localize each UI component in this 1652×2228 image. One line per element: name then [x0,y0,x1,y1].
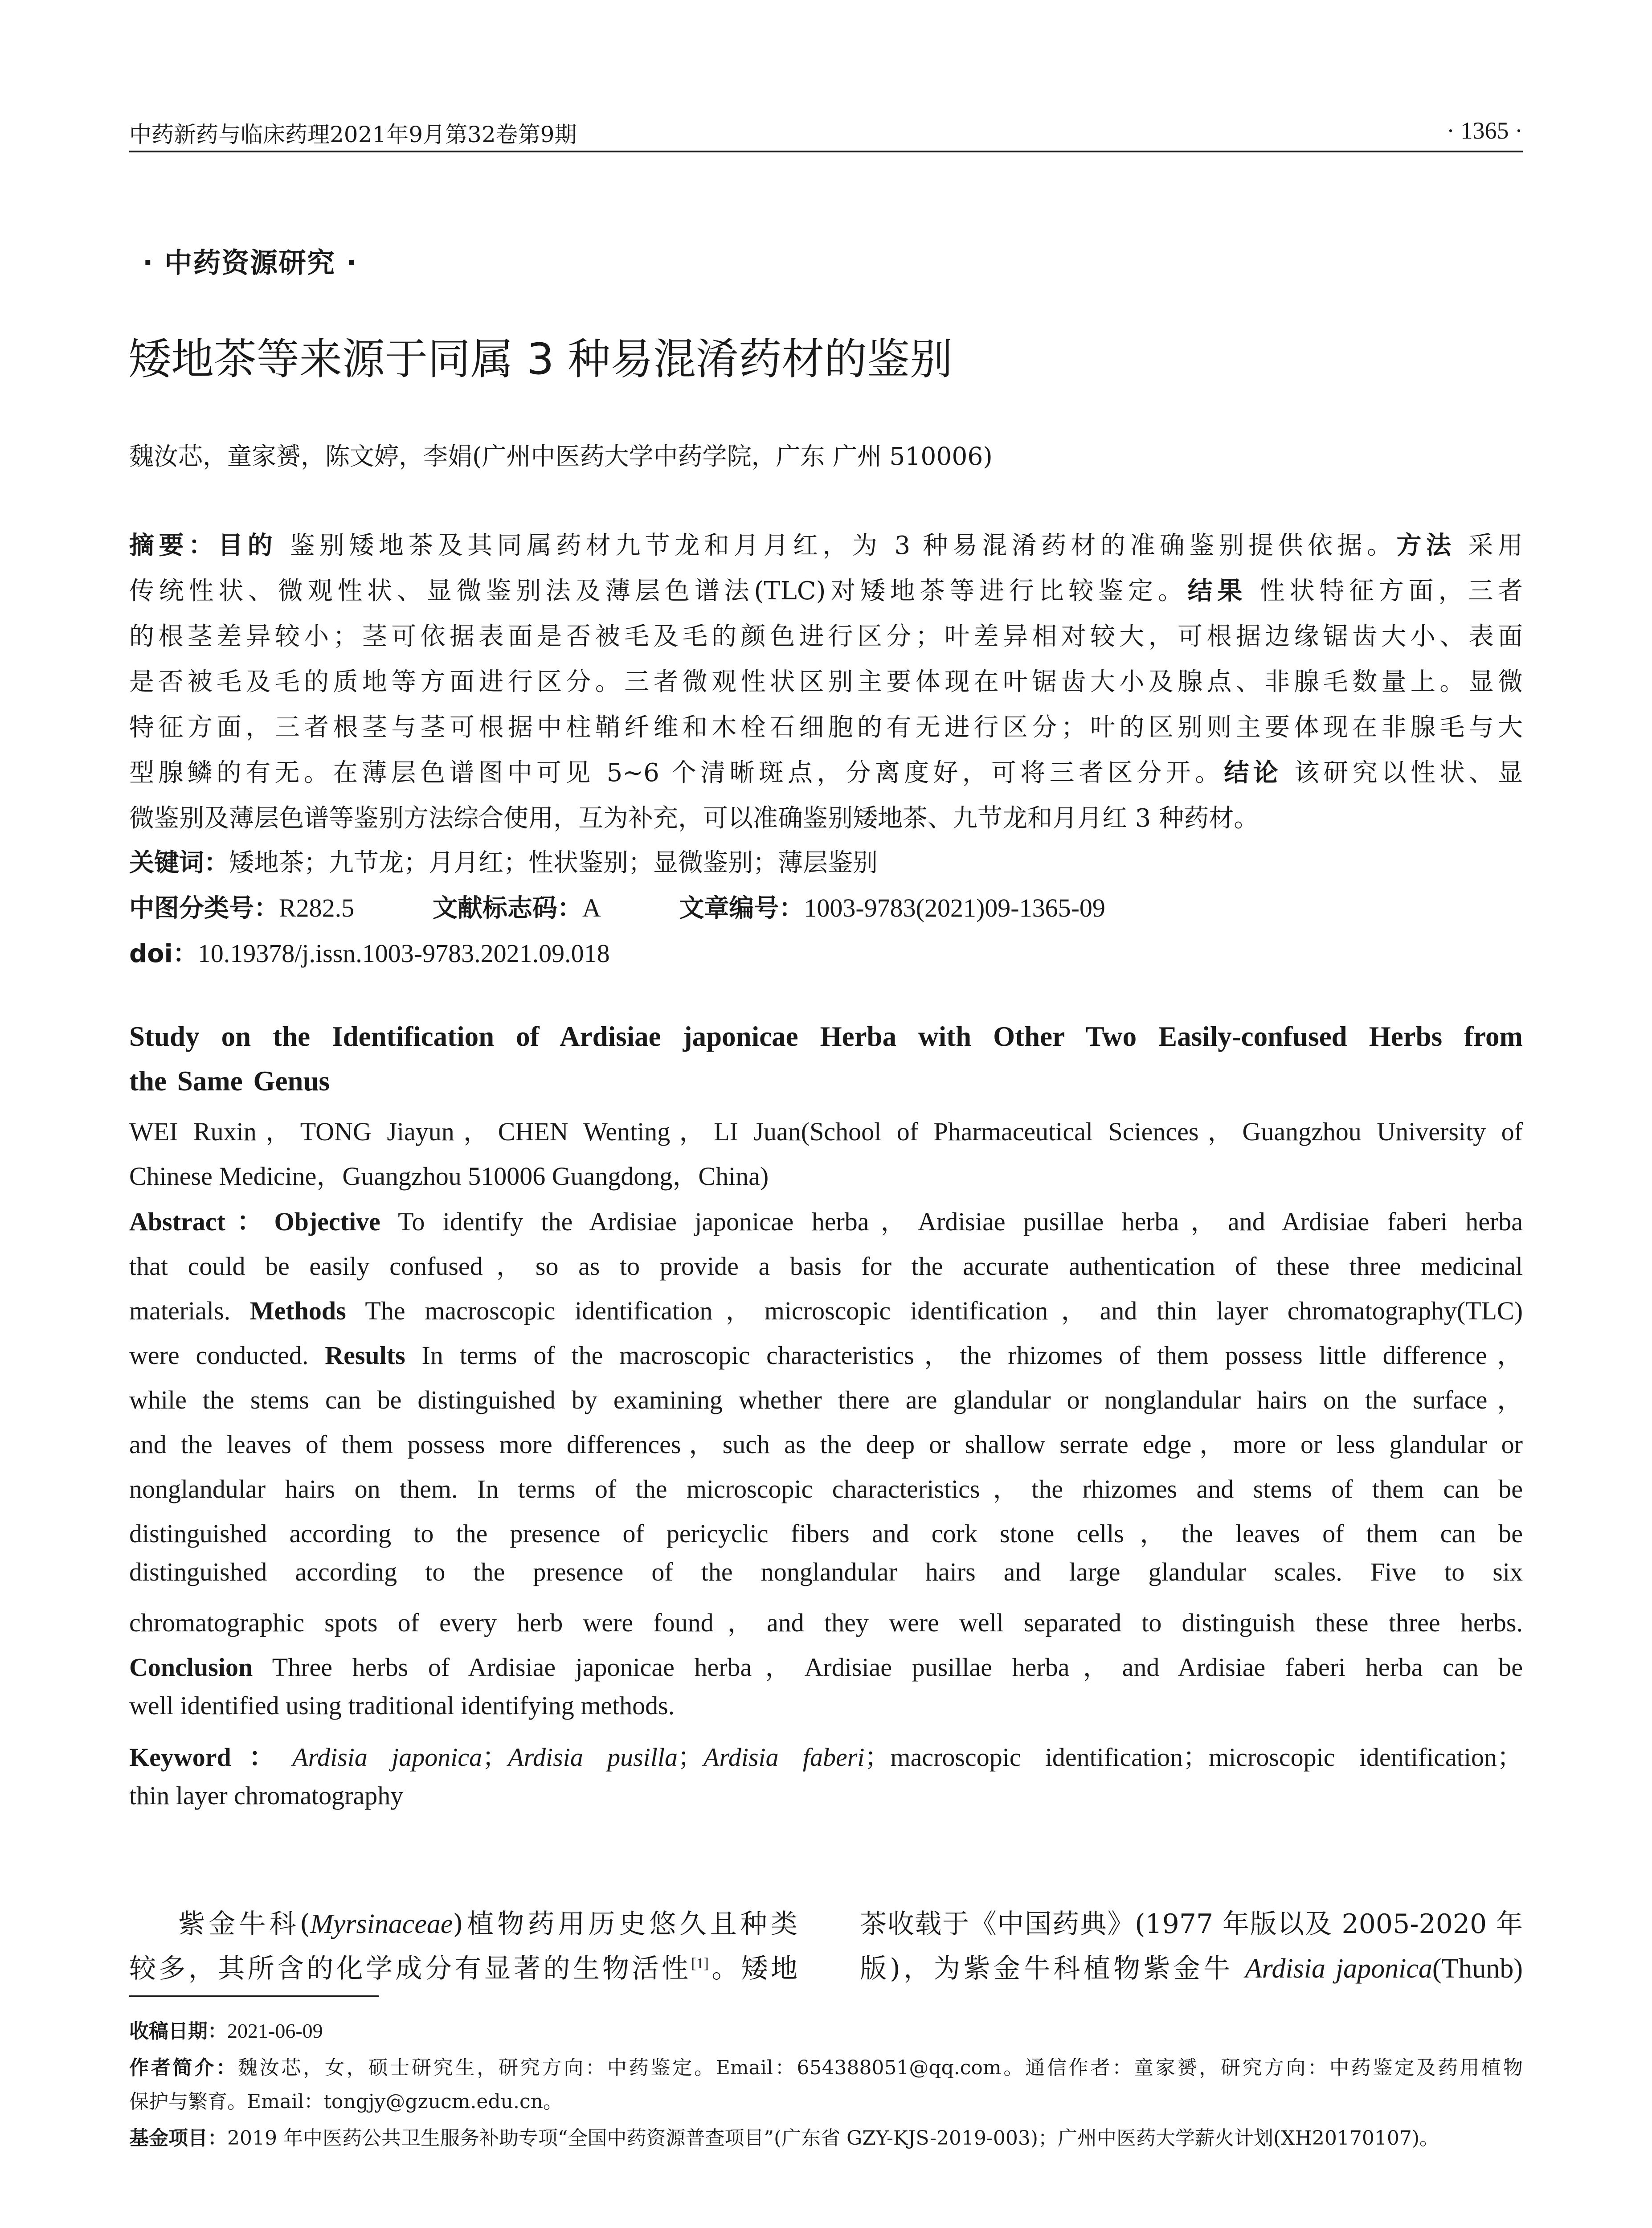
keywords-en-line-2: thin layer chromatography [129,1781,404,1810]
body-right-text-b: 版)，为紫金牛科植物紫金牛 [860,1953,1245,1984]
methods-cn-label: 方法 [1396,531,1456,560]
methods-cn-text-a: 采用 [1468,531,1523,560]
author-info-text: 魏汝芯，女，硕士研究生，研究方向：中药鉴定。Email：654388051@qq.com。通信作者：童家赟，研究方向：中药鉴定及药用植物 [237,2056,1523,2079]
fund-label: 基金项目： [129,2127,227,2150]
body-right-text-c: (Thunb) [1432,1954,1523,1984]
methods-en-label: Methods [249,1296,346,1325]
conclusion-en-label: Conclusion [129,1653,253,1682]
page-number: · 1365 · [1447,117,1523,144]
body-left-text-a: 紫金牛科( [178,1909,311,1940]
conclusion-en-text: Three herbs of Ardisiae japonicae herba，Ardisiae pusillae herba，and Ardisiae faberi herba can be [272,1653,1523,1682]
abstract-en-line-8: distinguished according to the presence of pericyclic fibers and cork stone cells，the leaves of them can be [129,1519,1523,1548]
received-label: 收稿日期： [129,2020,227,2043]
keywords-cn-text: 矮地茶；九节龙；月月红；性状鉴别；显微鉴别；薄层鉴别 [229,848,878,877]
doi-label: doi： [129,939,198,968]
abstract-en-line-4-a: were conducted. [129,1341,309,1370]
abstract-cn-line-6 [129,753,1523,789]
doi-row [129,934,1523,970]
abstract-cn-line-4: 是否被毛及毛的质地等方面进行区分。三者微观性状区别主要体现在叶锯齿大小及腺点、非腺毛数量上。显微 [129,668,1523,696]
abstract-en-line-9: distinguished according to the presence of the nonglandular hairs and large glandular scales. Five to six [129,1557,1523,1586]
clc-label: 中图分类号： [129,894,279,923]
abstract-en-line-3-a: materials. [129,1296,231,1325]
objective-cn-label: 目的 [218,531,278,560]
clc-value: R282.5 [279,893,355,922]
doc-code-label: 文献标志码： [432,894,582,923]
title-en-line-2: the Same Genus [129,1065,330,1097]
methods-cn-text-b: 传统性状、微观性状、显微鉴别法及薄层色谱法(TLC)对矮地茶等进行比较鉴定。 [129,577,1188,606]
abstract-en-line-6: and the leaves of them possess more differences，such as the deep or shallow serrate edge，more or less glandular or [129,1430,1523,1459]
body-right-text-a: 茶收载于《中国药典》(1977 年版以及 2005-2020 年 [860,1909,1523,1940]
citation-ref: [1] [691,1955,709,1972]
keywords-en-line-1 [129,1736,1523,1773]
body-left-line-2 [129,1947,797,1986]
objective-en-text: To identify the Ardisiae japonicae herba，Ardisiae pusillae herba，and Ardisiae faberi herba [398,1207,1523,1236]
objective-cn-text: 鉴别矮地茶及其同属药材九节龙和月月红，为 3 种易混淆药材的准确鉴别提供依据。 [290,531,1397,560]
authors-en-line-1: WEI Ruxin，TONG Jiayun，CHEN Wenting，LI Juan(School of Pharmaceutical Sciences，Guangzhou University of [129,1117,1523,1146]
body-left-line-1 [178,1903,797,1941]
body-left-text-d: 。矮地 [708,1953,798,1984]
abstract-en-line-12: well identified using traditional identifying methods. [129,1691,675,1720]
abstract-en-line-2: that could be easily confused，so as to provide a basis for the accurate authentication of these three medicinal [129,1252,1523,1281]
author-info-label: 作者简介： [129,2056,238,2079]
body-left-text-b: )植物药用历史悠久且种类 [453,1909,797,1940]
keywords-cn [129,843,1523,879]
footnote-received [129,2015,1523,2044]
header-rule [129,151,1523,152]
article-number-label: 文章编号： [679,894,804,923]
doc-code-value: A [582,893,601,922]
authors-en-line-2: Chinese Medicine，Guangzhou 510006 Guangdong，China) [129,1162,769,1191]
abstract-en-line-1 [129,1200,1523,1238]
keyword-ardisia-japonica: Ardisia japonica [292,1743,483,1772]
keyword-sep-2: ； [678,1743,704,1772]
abstract-en-line-3-b: The macroscopic identification，microscopic identification，and thin layer chromatography(TLC) [365,1296,1523,1325]
objective-en-label: Objective [274,1207,380,1236]
title-en-line-1: Study on the Identification of Ardisiae japonicae Herba with Other Two Easily-confused Herbs from [129,1021,1523,1052]
keywords-en-label: Keyword： [129,1743,293,1772]
abstract-en-label: Abstract： [129,1207,274,1236]
abstract-cn-line-2 [129,571,1523,607]
conclusion-cn-text-a: 该研究以性状、显 [1294,758,1523,787]
footnote-rule [129,1995,379,1997]
classification-row [129,889,1523,924]
abstract-en-line-11 [129,1646,1523,1683]
received-date: 2021-06-09 [227,2019,323,2042]
authors-cn: 魏汝芯，童家赟，陈文婷，李娟(广州中医药大学中药学院，广东 广州 510006) [129,442,993,471]
abstract-cn-line-7: 微鉴别及薄层色谱等鉴别方法综合使用，互为补充，可以准确鉴别矮地茶、九节龙和月月红 3 种药材。 [129,804,1259,833]
abstract-en-line-7: nonglandular hairs on them. In terms of the microscopic characteristics，the rhizomes and stems of them can be [129,1474,1523,1503]
keyword-ardisia-pusilla: Ardisia pusilla [508,1743,678,1772]
page-title: 矮地茶等来源于同属 3 种易混淆药材的鉴别 [128,334,953,384]
body-right-species-name: Ardisia japonica [1245,1954,1432,1984]
footnote-author-line-2: 保护与繁育。Email：tongjy@gzucm.edu.cn。 [129,2090,563,2113]
abstract-cn-label: 摘要： [129,531,218,560]
abstract-en-line-5: while the stems can be distinguished by examining whether there are glandular or nonglandular hairs on the surface， [129,1385,1523,1414]
keywords-en-rest: ；macroscopic identification；microscopic identification； [864,1743,1523,1772]
results-cn-text-a: 性状特征方面，三者 [1259,577,1523,606]
fund-text: 2019 年中医药公共卫生服务补助专项“全国中药资源普查项目”(广东省 GZY-KJS-2019-003)；广州中医药大学薪火计划(XH20170107)。 [227,2127,1439,2150]
footnote-fund [129,2122,1523,2150]
footnote-author-line-1 [129,2052,1523,2080]
keywords-cn-label: 关键词： [129,848,229,877]
results-cn-label: 结果 [1187,577,1247,606]
results-cn-text-end: 型腺鳞的有无。在薄层色谱图中可见 5~6 个清晰斑点，分离度好，可将三者区分开。 [129,758,1224,787]
abstract-cn-line-3: 的根茎差异较小；茎可依据表面是否被毛及毛的颜色进行区分；叶差异相对较大，可根据边缘锯齿大小、表面 [129,622,1523,651]
body-left-family-name: Myrsinaceae [310,1909,453,1939]
abstract-en-line-4-b: In terms of the macroscopic characteristics，the rhizomes of them possess little difference， [421,1341,1523,1370]
keyword-ardisia-faberi: Ardisia faberi [703,1743,865,1772]
conclusion-cn-label: 结论 [1224,758,1282,787]
results-en-label: Results [325,1341,405,1370]
section-label: · 中药资源研究 · [143,246,358,279]
article-number-value: 1003-9783(2021)09-1365-09 [804,893,1105,922]
body-right-line-2 [860,1947,1523,1986]
abstract-en-line-3 [129,1290,1523,1327]
abstract-en-line-10: chromatographic spots of every herb were found，and they were well separated to distinguish these three herbs. [129,1608,1523,1637]
doi-value: 10.19378/j.issn.1003-9783.2021.09.018 [197,939,610,968]
body-right-line-1 [860,1903,1523,1941]
abstract-cn-line-1 [129,526,1523,561]
abstract-en-line-4 [129,1334,1523,1372]
keyword-sep-1: ； [482,1743,508,1772]
body-left-text-c: 较多，其所含的化学成分有显著的生物活性 [129,1953,691,1984]
abstract-cn-line-5: 特征方面，三者根茎与茎可根据中柱鞘纤维和木栓石细胞的有无进行区分；叶的区别则主要体现在非腺毛与大 [129,713,1523,742]
journal-header: 中药新药与临床药理2021年9月第32卷第9期 [129,122,577,147]
